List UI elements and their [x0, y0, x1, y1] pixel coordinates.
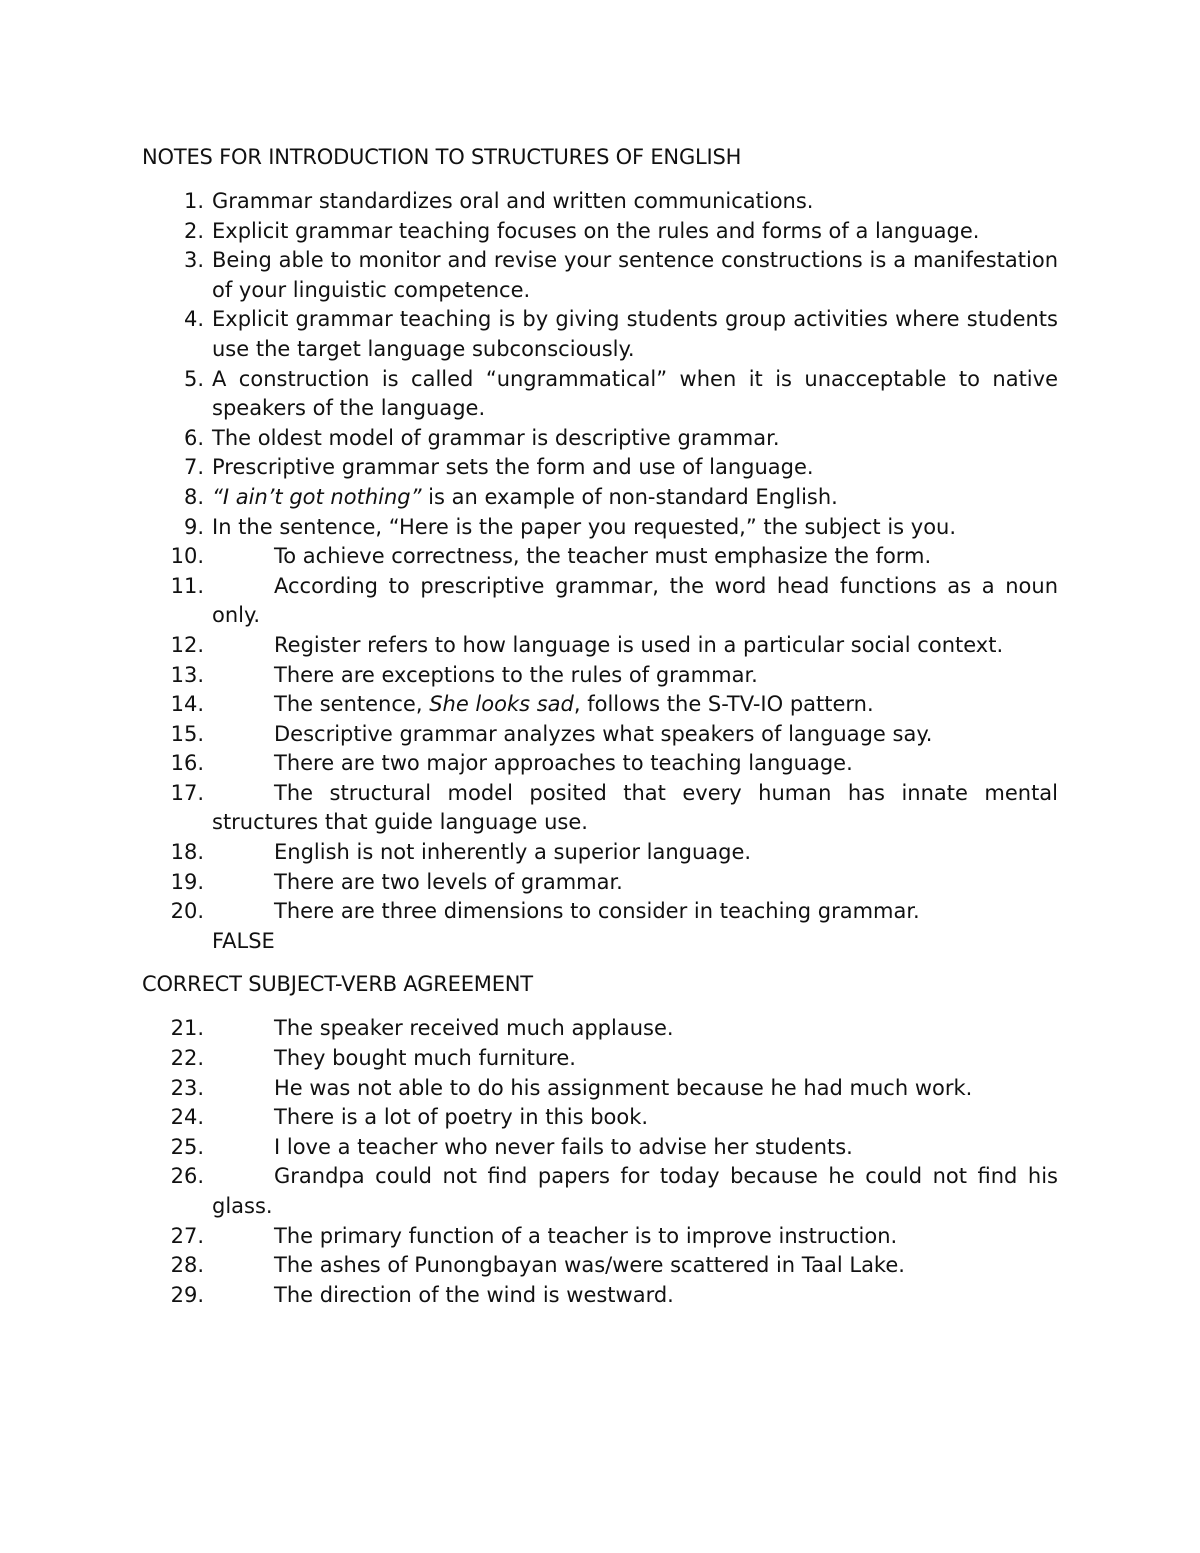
item-number: 12. [170, 632, 204, 657]
item-text [212, 749, 1058, 779]
item-text [212, 720, 1058, 750]
item-number: 16. [170, 751, 204, 776]
list-item [142, 542, 1058, 572]
item-number: 1. [183, 189, 204, 213]
item-text-main: , follows the S-TV-IO pattern. [573, 692, 874, 717]
item-text-main: They bought much furniture. [274, 1046, 576, 1071]
item-number: 3. [183, 248, 204, 273]
item-number: 7. [183, 455, 204, 480]
list-item [142, 1103, 1058, 1133]
item-text-main: Explicit grammar teaching is by giving students group activities where students use the target language subconsciously. [212, 307, 1058, 361]
item-number: 14. [170, 692, 204, 717]
item-text [212, 1162, 1058, 1221]
item-text [212, 631, 1058, 661]
list-item [142, 217, 1058, 247]
item-number: 21. [170, 1016, 204, 1041]
notes-list [142, 187, 1058, 956]
list-item [142, 246, 1058, 305]
item-text-main: Grammar standardizes oral and written communications. [212, 189, 814, 213]
list-item [142, 483, 1058, 513]
item-number: 2. [183, 218, 204, 243]
list-item [142, 1074, 1058, 1104]
item-number: 18. [170, 840, 204, 865]
item-text [212, 868, 1058, 898]
item-text-main: The primary function of a teacher is to improve instruction. [274, 1223, 898, 1248]
list-item [142, 1222, 1058, 1252]
item-text-italic: “I ain’t got nothing” [212, 484, 422, 509]
list-item [142, 749, 1058, 779]
list-item [142, 838, 1058, 868]
list-item [142, 1251, 1058, 1281]
list-item [142, 868, 1058, 898]
item-text [212, 424, 1058, 454]
item-text-main: The oldest model of grammar is descriptive grammar. [212, 425, 780, 450]
item-text-main: Explicit grammar teaching focuses on the rules and forms of a language. [212, 218, 980, 243]
item-number: 9. [183, 514, 204, 539]
item-text-main: Register refers to how language is used in a particular social context. [274, 632, 1004, 657]
item-text [212, 1281, 1058, 1311]
item-text [212, 1044, 1058, 1074]
item-text-main: English is not inherently a superior language. [274, 840, 752, 865]
item-text-main: Prescriptive grammar sets the form and use of language. [212, 455, 814, 480]
list-item [142, 453, 1058, 483]
item-number: 11. [170, 573, 204, 598]
item-text-main: The direction of the wind is westward. [274, 1282, 674, 1307]
item-number: 29. [170, 1282, 204, 1307]
item-text [212, 305, 1058, 364]
item-text [212, 1074, 1058, 1104]
item-text-main: A construction is called “ungrammatical” when it is unacceptable to native speakers of the language. [212, 366, 1058, 421]
subject-verb-list [142, 1014, 1058, 1310]
item-text [212, 453, 1058, 483]
list-item [142, 661, 1058, 691]
item-text-main: The structural model posited that every human has innate mental structures that guide language use. [212, 780, 1058, 835]
item-number: 4. [183, 307, 204, 332]
item-text [212, 779, 1058, 838]
item-number: 25. [170, 1134, 204, 1159]
item-text-main: I love a teacher who never fails to advise her students. [274, 1134, 853, 1159]
item-text-main: According to prescriptive grammar, the word head functions as a noun only. [212, 573, 1058, 628]
item-text-main: is an example of non-standard English. [421, 484, 838, 509]
item-text [212, 217, 1058, 247]
item-text-main: He was not able to do his assignment because he had much work. [274, 1075, 973, 1100]
list-item [142, 631, 1058, 661]
section-heading-notes: NOTES FOR INTRODUCTION TO STRUCTURES OF ENGLISH [142, 145, 742, 169]
item-text-main: There are exceptions to the rules of grammar. [274, 662, 758, 687]
list-item [142, 1162, 1058, 1221]
item-number: 20. [170, 899, 204, 924]
item-text-main: The ashes of Punongbayan was/were scattered in Taal Lake. [274, 1253, 905, 1278]
item-text [212, 513, 1058, 543]
item-text [212, 690, 1058, 720]
item-text-main: There are three dimensions to consider in teaching grammar. [274, 899, 920, 924]
item-text [212, 897, 1058, 956]
list-item [142, 513, 1058, 543]
item-text-before: The sentence, [274, 692, 430, 717]
item-text [212, 365, 1058, 424]
item-number: 17. [170, 780, 204, 805]
item-number: 8. [183, 484, 204, 509]
item-text-main: There is a lot of poetry in this book. [274, 1105, 649, 1130]
item-text-main: The speaker received much applause. [274, 1016, 674, 1041]
item-text [212, 838, 1058, 868]
item-text [212, 1133, 1058, 1163]
item-number: 5. [183, 366, 204, 391]
item-number: 28. [170, 1253, 204, 1278]
item-text-italic: She looks sad [429, 692, 574, 717]
item-text-main: Grandpa could not find papers for today because he could not find his glass. [212, 1164, 1058, 1218]
item-text [212, 1014, 1058, 1044]
list-item [142, 1014, 1058, 1044]
item-number: 22. [170, 1046, 204, 1071]
list-item [142, 779, 1058, 838]
list-item [142, 720, 1058, 750]
list-item [142, 305, 1058, 364]
item-text-main: Descriptive grammar analyzes what speakers of language say. [274, 721, 933, 746]
item-number: 26. [170, 1164, 204, 1189]
item-text [212, 187, 1058, 217]
item-text [212, 1251, 1058, 1281]
item-text [212, 661, 1058, 691]
item-text [212, 1222, 1058, 1252]
list-item [142, 1044, 1058, 1074]
item-number: 19. [170, 869, 204, 894]
item-text [212, 483, 1058, 513]
item-number: 15. [170, 721, 204, 746]
list-item [142, 690, 1058, 720]
list-item [142, 1281, 1058, 1311]
item-number: 13. [170, 662, 204, 687]
item-text-main: Being able to monitor and revise your sentence constructions is a manifestation of your linguistic competence. [212, 248, 1058, 302]
item-text [212, 1103, 1058, 1133]
item-text-main: There are two levels of grammar. [274, 869, 623, 894]
list-item [142, 365, 1058, 424]
item-answer: FALSE [212, 928, 275, 953]
item-text-main: In the sentence, “Here is the paper you requested,” the subject is you. [212, 514, 957, 539]
item-text-main: There are two major approaches to teaching language. [274, 751, 853, 776]
item-number: 27. [170, 1223, 204, 1248]
list-item [142, 424, 1058, 454]
item-number: 10. [170, 544, 204, 569]
item-number: 23. [170, 1075, 204, 1100]
item-number: 24. [170, 1105, 204, 1130]
section-heading-subject-verb: CORRECT SUBJECT-VERB AGREEMENT [142, 972, 533, 997]
list-item [142, 572, 1058, 631]
item-number: 6. [183, 425, 204, 450]
item-text [212, 246, 1058, 305]
item-text-main: To achieve correctness, the teacher must emphasize the form. [274, 544, 932, 569]
list-item [142, 1133, 1058, 1163]
item-text [212, 542, 1058, 572]
list-item [142, 187, 1058, 217]
list-item [142, 897, 1058, 956]
item-text [212, 572, 1058, 631]
